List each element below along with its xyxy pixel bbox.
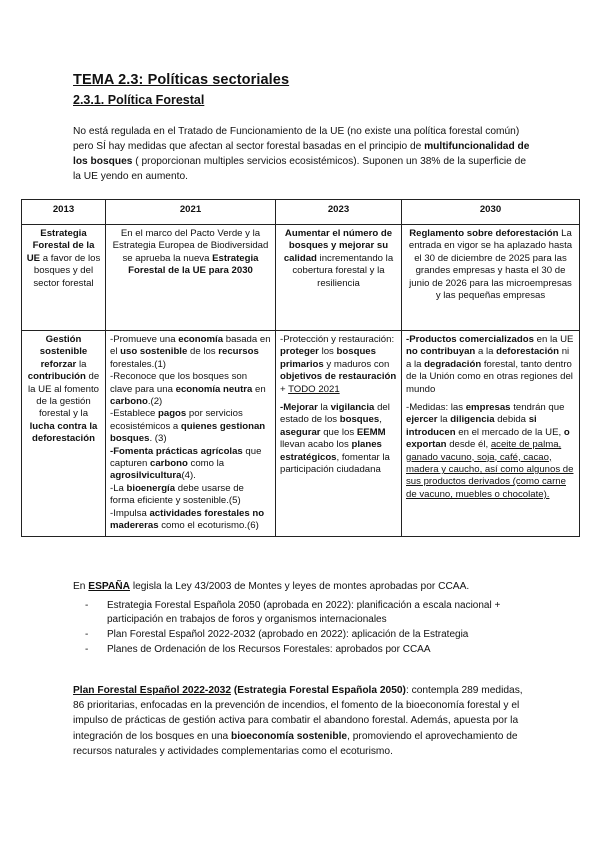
list-item: [85, 628, 525, 642]
cell-2023-detail: [276, 331, 402, 537]
cell-text: de la UE al fomento de la gestión forestal y la: [28, 371, 100, 420]
list-item: [85, 643, 525, 657]
forest-policy-table: [21, 199, 580, 537]
cell-2023-goal: [276, 225, 402, 331]
cell-bold: Estrategia Forestal de la UE para 2030: [128, 252, 259, 277]
list-dash: -: [85, 644, 89, 655]
cell-2030-detail: [402, 331, 580, 537]
header-2013: 2013: [22, 200, 106, 225]
cell-2021-detail: [106, 331, 276, 537]
plan-title: Plan Forestal Español 2022-2032: [73, 685, 231, 696]
cell-2030-goal: [402, 225, 580, 331]
list-item: -La bioenergía debe usarse de forma eficiente y sostenible.(5): [110, 482, 244, 507]
cell-bold: Reglamento sobre deforestación: [409, 228, 559, 239]
cell-bold: Gestión sostenible reforzar: [39, 334, 88, 370]
list-item: -Productos comercializados en la UE no contribuyan a la deforestación ni a la degradación forestal, tanto dentro de la Unión como en otras regiones del mundo: [406, 334, 574, 395]
header-2030: 2030: [402, 200, 580, 225]
table-row: [22, 331, 580, 537]
table-row: [22, 225, 580, 331]
intro-text: No está regulada en el Tratado de Funcionamiento de la UE (no existe una política forestal común) pero SÍ hay medidas que afectan al sector forestal basadas en el principio de: [73, 126, 520, 152]
list-item-text: Plan Forestal Español 2022-2032 (aprobado en 2022): aplicación de la Estrategia: [107, 629, 469, 640]
cell-2013-goal: [22, 225, 106, 331]
page-title: TEMA 2.3: Políticas sectoriales: [73, 72, 290, 88]
cell-2013-detail: [22, 331, 106, 537]
cell-text: la: [76, 358, 87, 370]
header-2023: 2023: [276, 200, 402, 225]
cell-bold: contribución: [27, 371, 86, 383]
spain-legislation-line: [73, 581, 469, 592]
header-2021: 2021: [106, 200, 276, 225]
intro-paragraph: [73, 124, 533, 184]
list-item: -Protección y restauración: proteger los bosques primarios y maduros con objetivos de restauración + TODO 2021: [280, 334, 397, 395]
list-item: -Fomenta prácticas agrícolas que capturen carbono como la agrosilvicultura(4).: [110, 445, 262, 482]
spain-text: En: [73, 581, 89, 592]
list-item: -Promueve una economía basada en el uso sostenible de los recursos forestales.(1): [110, 334, 271, 370]
plan-text-end: , promoviendo el aprovechamiento de recursos naturales y actividades complementarias como el ecoturismo.: [73, 730, 518, 757]
plan-paragraph: [73, 683, 533, 759]
spain-plans-list: [85, 599, 525, 658]
intro-text-end: ( proporcionan multiples servicios ecosistémicos). Suponen un 38% de la superficie de la UE yendo en aumento.: [73, 156, 527, 182]
plan-bold-term: bioeconomía sostenible: [231, 730, 348, 742]
table-header-row: [22, 200, 580, 225]
list-dash: -: [85, 600, 89, 611]
plan-strategy: (Estrategia Forestal Española 2050): [230, 685, 406, 696]
intro-bold-term: multifuncionalidad de los bosques: [73, 141, 530, 167]
list-item: -Mejorar la vigilancia del estado de los bosques, asegurar que los EEMM llevan acabo los planes estratégicos, fomentar la participación ciudadana: [280, 402, 390, 476]
cell-text: En el marco del Pacto Verde y la Estrategia Europea de Biodiversidad se aprueba la nueva: [112, 228, 269, 264]
spain-keyword: ESPAÑA: [88, 581, 130, 592]
section-subtitle: 2.3.1. Política Forestal: [73, 93, 205, 107]
list-item-text: Estrategia Forestal Española 2050 (aprobada en 2022): planificación a escala nacional + participación en trabajos de foros y organismos internacionales: [107, 600, 501, 625]
list-item: -Medidas: las empresas tendrán que ejercer la diligencia debida si introducen en el mercado de la UE, o exportan desde él, aceite de palma, ganado vacuno, soja, café, cacao, madera y caucho, así como algunos de sus productos derivados (como carne de vacuno, muebles o chocolate).: [406, 402, 574, 500]
list-item: -Impulsa actividades forestales no madereras como el ecoturismo.(6): [110, 507, 265, 532]
cell-text: a favor de los bosques y del sector forestal: [33, 252, 101, 289]
cell-2021-goal: [106, 225, 276, 331]
cell-bold: Estrategia Forestal de la UE: [26, 228, 95, 264]
list-dash: -: [85, 629, 89, 640]
list-item: -Reconoce que los bosques son clave para una economía neutra en carbono.(2): [110, 371, 266, 408]
cell-bold: Aumentar el número de bosques y mejorar su calidad: [283, 228, 393, 264]
plan-text: : contempla 289 medidas, 86 prioritarias, enfocadas en la prevención de incendios, el fomento de la bioeconomía forestal y el impulso de prácticas de gestión activa para combatir el abandono forestal. Además, apuesta por la integración de los bosques en una: [73, 685, 523, 742]
spain-text-end: legisla la Ley 43/2003 de Montes y leyes de montes aprobadas por CCAA.: [130, 581, 470, 592]
list-item-text: Planes de Ordenación de los Recursos Forestales: aprobados por CCAA: [107, 644, 431, 655]
cell-bold: lucha contra la deforestación: [29, 420, 98, 445]
list-item: [85, 599, 525, 627]
cell-text: incrementando la cobertura forestal y la resiliencia: [292, 252, 394, 289]
cell-text: La entrada en vigor se ha aplazado hasta el 30 de diciembre de 2025 para las grandes empresas y hasta el 30 de junio de 2026 para las microempresas y las pequeñas empresas: [408, 228, 573, 302]
list-item: -Establece pagos por servicios ecosistémicos a quienes gestionan bosques. (3): [110, 408, 266, 445]
